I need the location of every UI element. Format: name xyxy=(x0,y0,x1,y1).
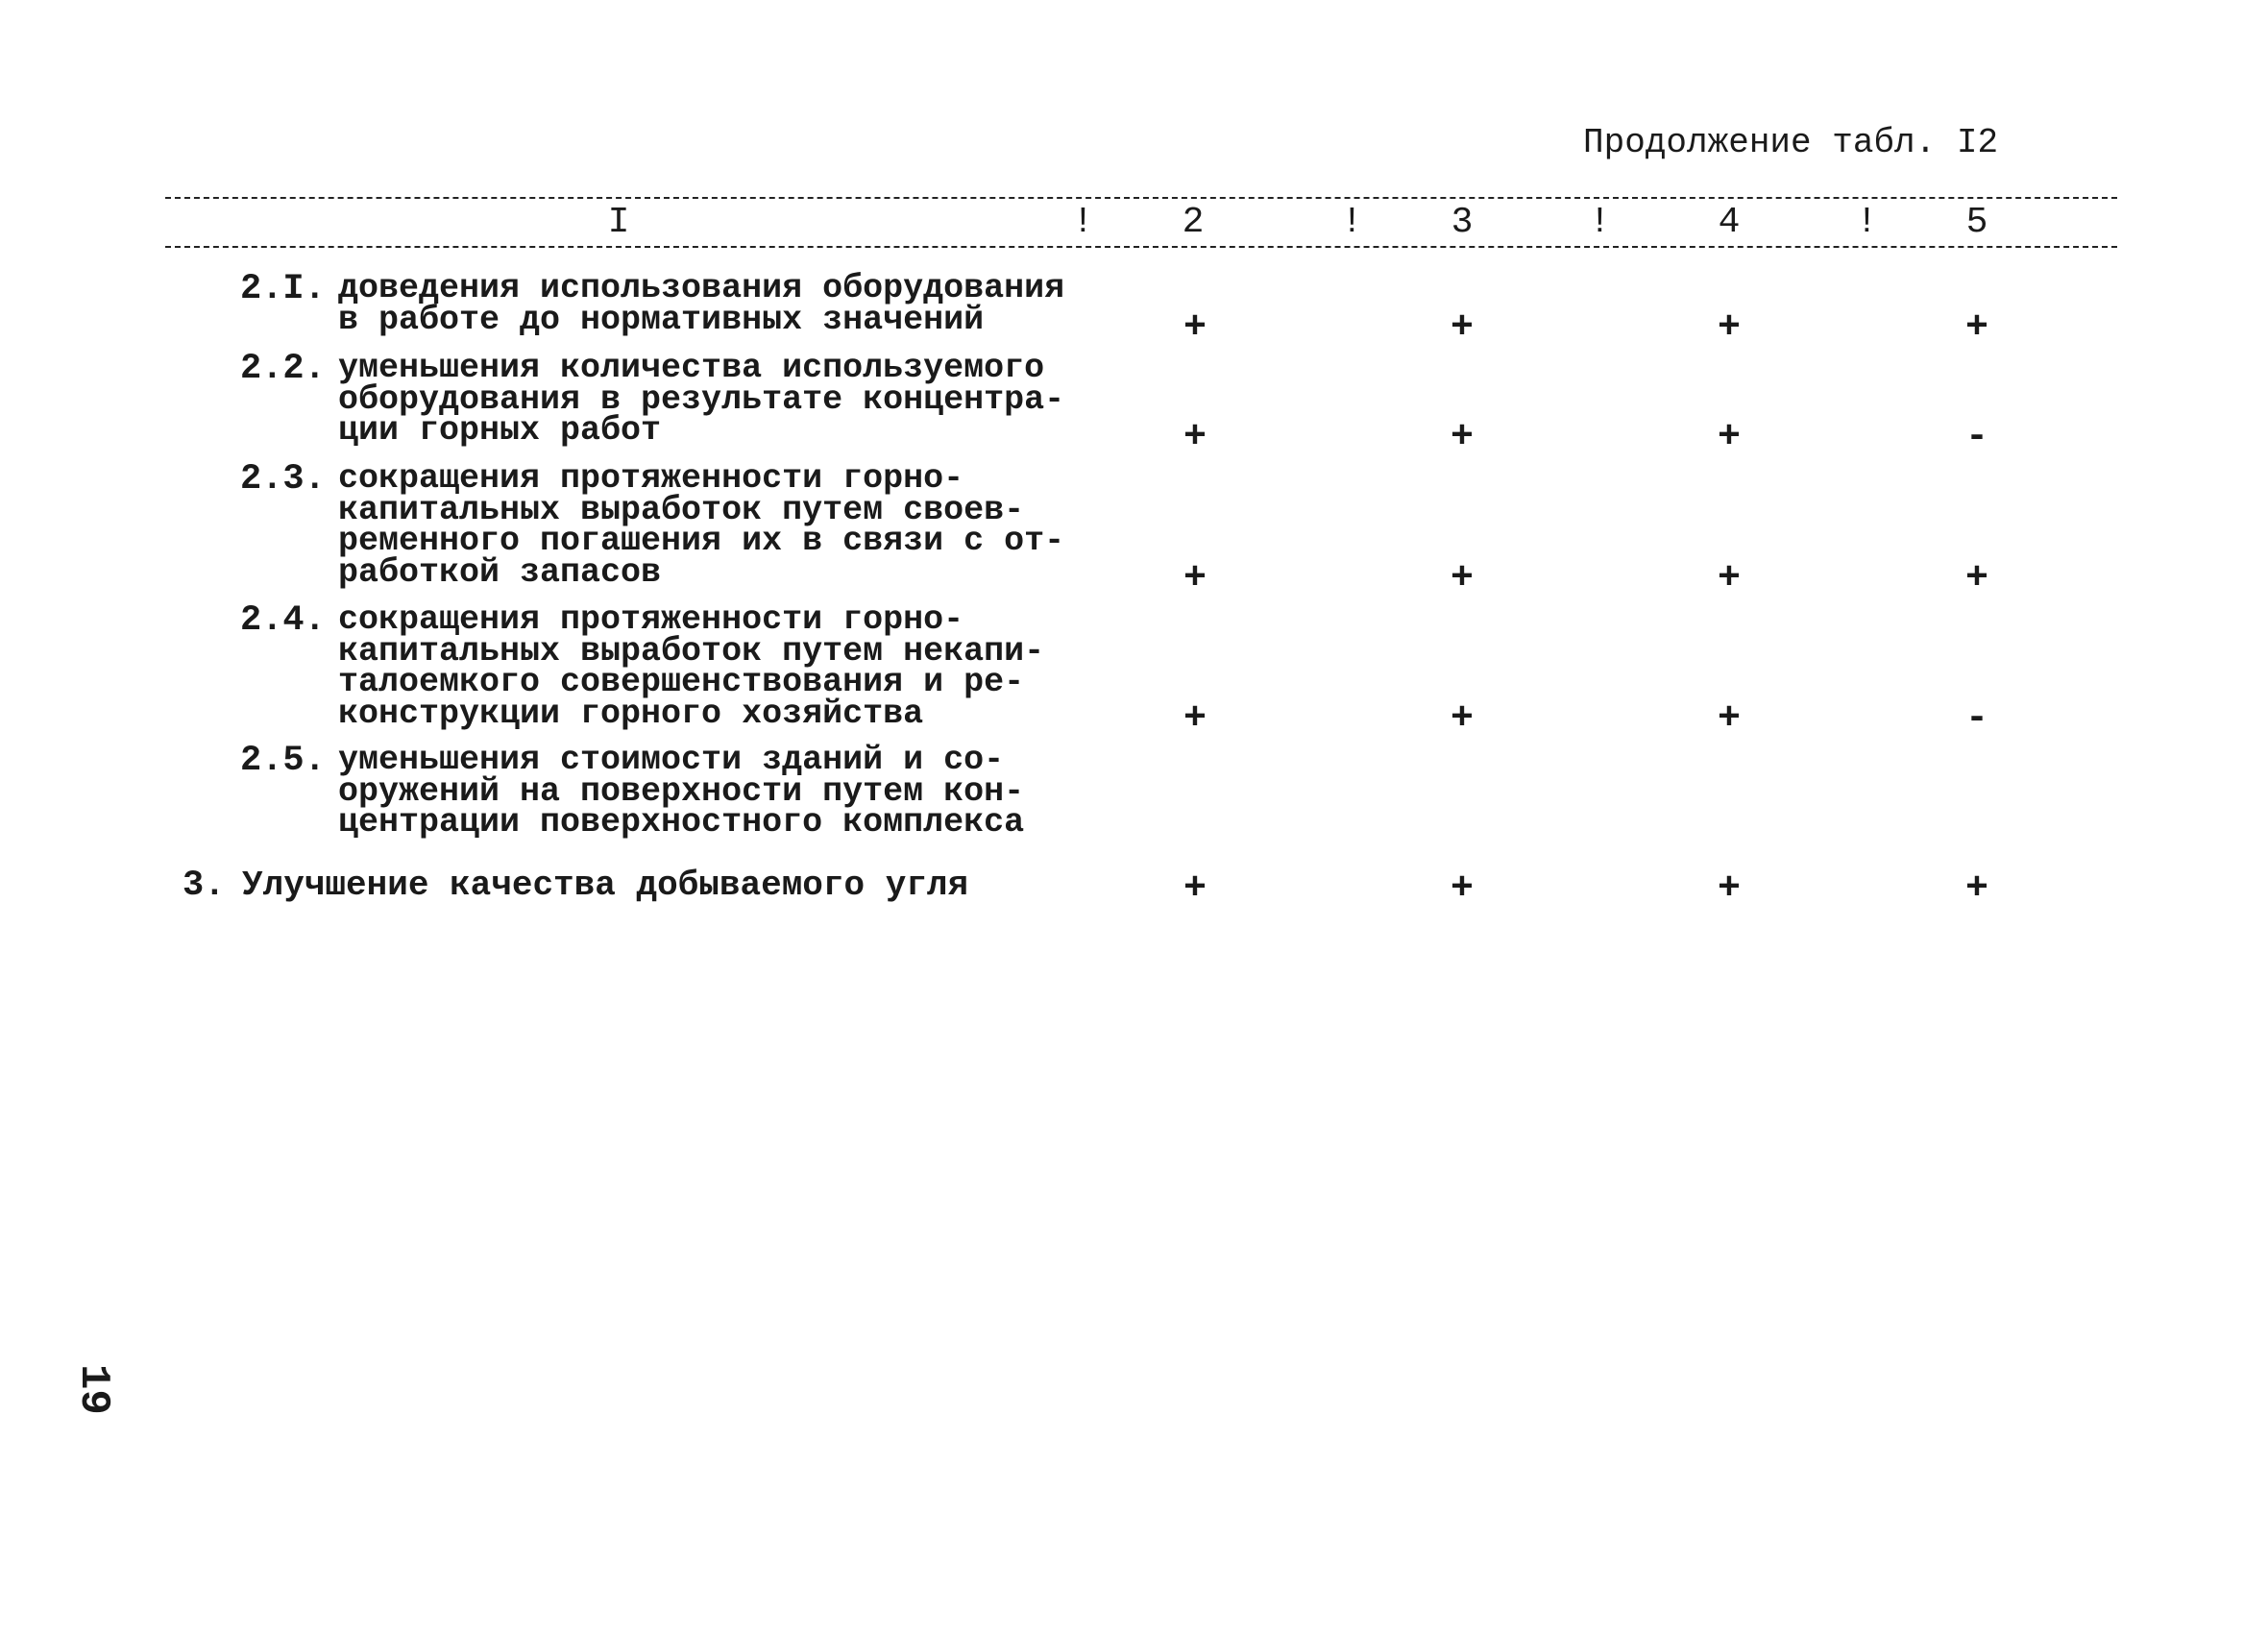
row-text: сокращения протяженности горно- капитальных выработок путем некапи- талоемкого совершенствования и ре- конструкции горного хозяйства xyxy=(338,600,1045,733)
cell-col-3: + xyxy=(1450,416,1475,459)
cell-col-5: + xyxy=(1964,867,1989,911)
row-number: 3. xyxy=(183,866,226,906)
cell-col-3: + xyxy=(1450,557,1475,600)
header-separator: ! xyxy=(1856,202,1878,243)
cell-col-2: + xyxy=(1183,867,1207,911)
header-col-1: I xyxy=(607,202,630,243)
cell-col-3: + xyxy=(1450,306,1475,350)
header-separator: ! xyxy=(1341,202,1363,243)
table-top-rule xyxy=(165,197,2117,199)
row-text: уменьшения стоимости зданий и со- оружений на поверхности путем кон- центрации поверхностного комплекса xyxy=(338,741,1025,842)
header-col-4: 4 xyxy=(1718,202,1741,243)
row-text: уменьшения количества используемого оборудования в результате концентра- ции горных работ xyxy=(338,349,1065,450)
cell-col-5: - xyxy=(1964,416,1989,459)
row-text: Улучшение качества добываемого угля xyxy=(242,866,969,905)
cell-col-4: + xyxy=(1717,306,1742,350)
cell-col-5: - xyxy=(1964,697,1989,741)
cell-col-2: + xyxy=(1183,306,1207,350)
cell-col-2: + xyxy=(1183,416,1207,459)
cell-col-3: + xyxy=(1450,697,1475,741)
cell-col-4: + xyxy=(1717,557,1742,600)
row-number: 2.5. xyxy=(240,741,326,781)
header-col-3: 3 xyxy=(1451,202,1474,243)
cell-col-2: + xyxy=(1183,557,1207,600)
header-separator: ! xyxy=(1589,202,1611,243)
cell-col-4: + xyxy=(1717,697,1742,741)
page-number: 19 xyxy=(69,1364,117,1415)
header-col-2: 2 xyxy=(1182,202,1205,243)
row-number: 2.I. xyxy=(240,269,326,309)
cell-col-2: + xyxy=(1183,697,1207,741)
cell-col-4: + xyxy=(1717,867,1742,911)
row-text: доведения использования оборудования в работе до нормативных значений xyxy=(338,269,1065,339)
row-number: 2.3. xyxy=(240,459,326,500)
row-number: 2.4. xyxy=(240,600,326,641)
cell-col-5: + xyxy=(1964,306,1989,350)
row-number: 2.2. xyxy=(240,349,326,389)
table-header-rule xyxy=(165,246,2117,248)
row-text: сокращения протяженности горно- капитальных выработок путем своев- ременного погашения их в связи с от- работкой запасов xyxy=(338,459,1065,592)
header-separator: ! xyxy=(1072,202,1094,243)
cell-col-3: + xyxy=(1450,867,1475,911)
cell-col-4: + xyxy=(1717,416,1742,459)
table-continuation-caption: Продолжение табл. I2 xyxy=(1583,123,1999,162)
header-col-5: 5 xyxy=(1965,202,1988,243)
cell-col-5: + xyxy=(1964,557,1989,600)
